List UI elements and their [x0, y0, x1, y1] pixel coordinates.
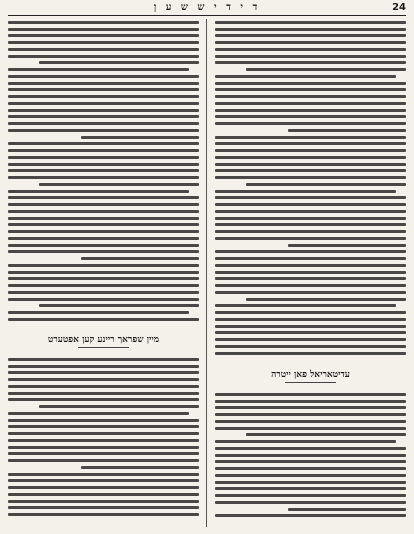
text-line	[8, 114, 199, 121]
text-line	[215, 445, 406, 452]
text-line	[215, 39, 406, 46]
text-line	[215, 33, 406, 40]
text-line	[8, 484, 199, 491]
text-line	[215, 215, 406, 222]
text-line	[215, 309, 406, 316]
text-line	[8, 100, 199, 107]
text-line	[8, 141, 199, 148]
text-line	[8, 255, 199, 262]
text-line	[8, 154, 199, 161]
text-line	[8, 269, 199, 276]
text-line	[8, 73, 199, 80]
text-line	[8, 66, 199, 73]
text-line	[8, 168, 199, 175]
text-line	[8, 208, 199, 215]
text-line	[215, 343, 406, 350]
text-line	[8, 303, 199, 310]
text-line	[215, 195, 406, 202]
text-line	[215, 53, 406, 60]
text-line	[215, 188, 406, 195]
text-line	[215, 411, 406, 418]
text-line	[215, 80, 406, 87]
column-divider	[206, 19, 207, 527]
text-line	[215, 66, 406, 73]
text-line	[215, 506, 406, 513]
text-line	[8, 60, 199, 67]
text-line	[215, 120, 406, 127]
text-line	[8, 410, 199, 417]
section-heading-right: עדיטאריאל פאן ייטרה	[271, 370, 350, 380]
text-line	[215, 161, 406, 168]
text-line	[215, 269, 406, 276]
text-line	[215, 296, 406, 303]
text-line	[8, 222, 199, 229]
text-line	[8, 262, 199, 269]
text-line	[215, 46, 406, 53]
text-line	[215, 222, 406, 229]
text-line	[215, 141, 406, 148]
text-line	[8, 498, 199, 505]
text-line	[8, 39, 199, 46]
text-line	[215, 479, 406, 486]
text-line	[215, 208, 406, 215]
text-line	[8, 53, 199, 60]
text-line	[215, 60, 406, 67]
text-line	[8, 134, 199, 141]
text-line	[215, 235, 406, 242]
text-line	[8, 235, 199, 242]
text-line	[8, 478, 199, 485]
text-line	[8, 201, 199, 208]
text-line	[8, 417, 199, 424]
column-left	[8, 19, 199, 527]
text-line	[215, 459, 406, 466]
page-number: 24	[392, 2, 406, 13]
text-line	[8, 46, 199, 53]
text-line	[215, 336, 406, 343]
text-line	[8, 242, 199, 249]
body-text-block	[215, 391, 406, 519]
text-line	[215, 87, 406, 94]
text-line	[8, 383, 199, 390]
text-line	[8, 464, 199, 471]
text-line	[8, 188, 199, 195]
text-line	[215, 201, 406, 208]
text-line	[215, 492, 406, 499]
text-line	[8, 282, 199, 289]
text-line	[8, 296, 199, 303]
text-line	[8, 437, 199, 444]
text-line	[215, 276, 406, 283]
heading-rule	[285, 382, 336, 383]
text-line	[215, 330, 406, 337]
text-line	[215, 289, 406, 296]
text-line	[8, 430, 199, 437]
text-line	[8, 356, 199, 363]
text-line	[215, 323, 406, 330]
text-line	[8, 161, 199, 168]
running-title: ד י ד י ש ש ע ן	[153, 2, 261, 13]
text-line	[8, 33, 199, 40]
text-line	[215, 19, 406, 26]
text-line	[8, 87, 199, 94]
text-line	[215, 499, 406, 506]
text-line	[8, 249, 199, 256]
section-heading-left: מיין שפראך ריינע קען אפטערט	[47, 335, 160, 345]
text-line	[215, 425, 406, 432]
heading-rule	[78, 347, 129, 348]
text-line	[215, 114, 406, 121]
body-text-block	[215, 19, 406, 357]
text-line	[8, 289, 199, 296]
text-line	[8, 457, 199, 464]
body-text-block	[8, 19, 199, 323]
text-line	[8, 316, 199, 323]
text-line	[8, 181, 199, 188]
text-line	[8, 397, 199, 404]
text-line	[215, 255, 406, 262]
text-line	[215, 242, 406, 249]
text-line	[8, 120, 199, 127]
text-line	[8, 363, 199, 370]
text-line	[215, 26, 406, 33]
text-line	[215, 134, 406, 141]
text-line	[8, 403, 199, 410]
text-line	[8, 309, 199, 316]
text-line	[8, 228, 199, 235]
text-line	[8, 107, 199, 114]
text-line	[215, 73, 406, 80]
text-line	[215, 107, 406, 114]
text-line	[8, 471, 199, 478]
text-line	[8, 19, 199, 26]
text-line	[8, 451, 199, 458]
text-line	[8, 370, 199, 377]
text-line	[8, 444, 199, 451]
text-line	[215, 282, 406, 289]
text-line	[8, 491, 199, 498]
text-line	[8, 174, 199, 181]
text-line	[215, 154, 406, 161]
text-line	[215, 228, 406, 235]
text-line	[215, 398, 406, 405]
text-line	[215, 303, 406, 310]
text-line	[215, 418, 406, 425]
text-line	[8, 376, 199, 383]
text-line	[8, 195, 199, 202]
text-line	[215, 350, 406, 357]
text-line	[8, 276, 199, 283]
text-line	[215, 262, 406, 269]
text-line	[215, 181, 406, 188]
body-text-block	[8, 356, 199, 518]
text-line	[215, 147, 406, 154]
text-line	[215, 174, 406, 181]
text-line	[215, 93, 406, 100]
text-line	[8, 215, 199, 222]
text-line	[8, 93, 199, 100]
text-line	[215, 432, 406, 439]
text-line	[215, 391, 406, 398]
text-line	[215, 100, 406, 107]
text-line	[215, 465, 406, 472]
text-line	[8, 26, 199, 33]
text-line	[215, 486, 406, 493]
text-line	[215, 438, 406, 445]
text-line	[215, 249, 406, 256]
text-line	[8, 505, 199, 512]
text-line	[215, 405, 406, 412]
text-line	[215, 316, 406, 323]
text-line	[8, 127, 199, 134]
text-line	[8, 511, 199, 518]
text-line	[8, 147, 199, 154]
text-line	[215, 472, 406, 479]
column-right	[215, 19, 406, 527]
text-line	[215, 452, 406, 459]
text-line	[215, 513, 406, 520]
running-head	[8, 2, 406, 16]
text-line	[8, 424, 199, 431]
text-line	[215, 168, 406, 175]
text-line	[8, 80, 199, 87]
text-line	[8, 390, 199, 397]
text-line	[215, 127, 406, 134]
